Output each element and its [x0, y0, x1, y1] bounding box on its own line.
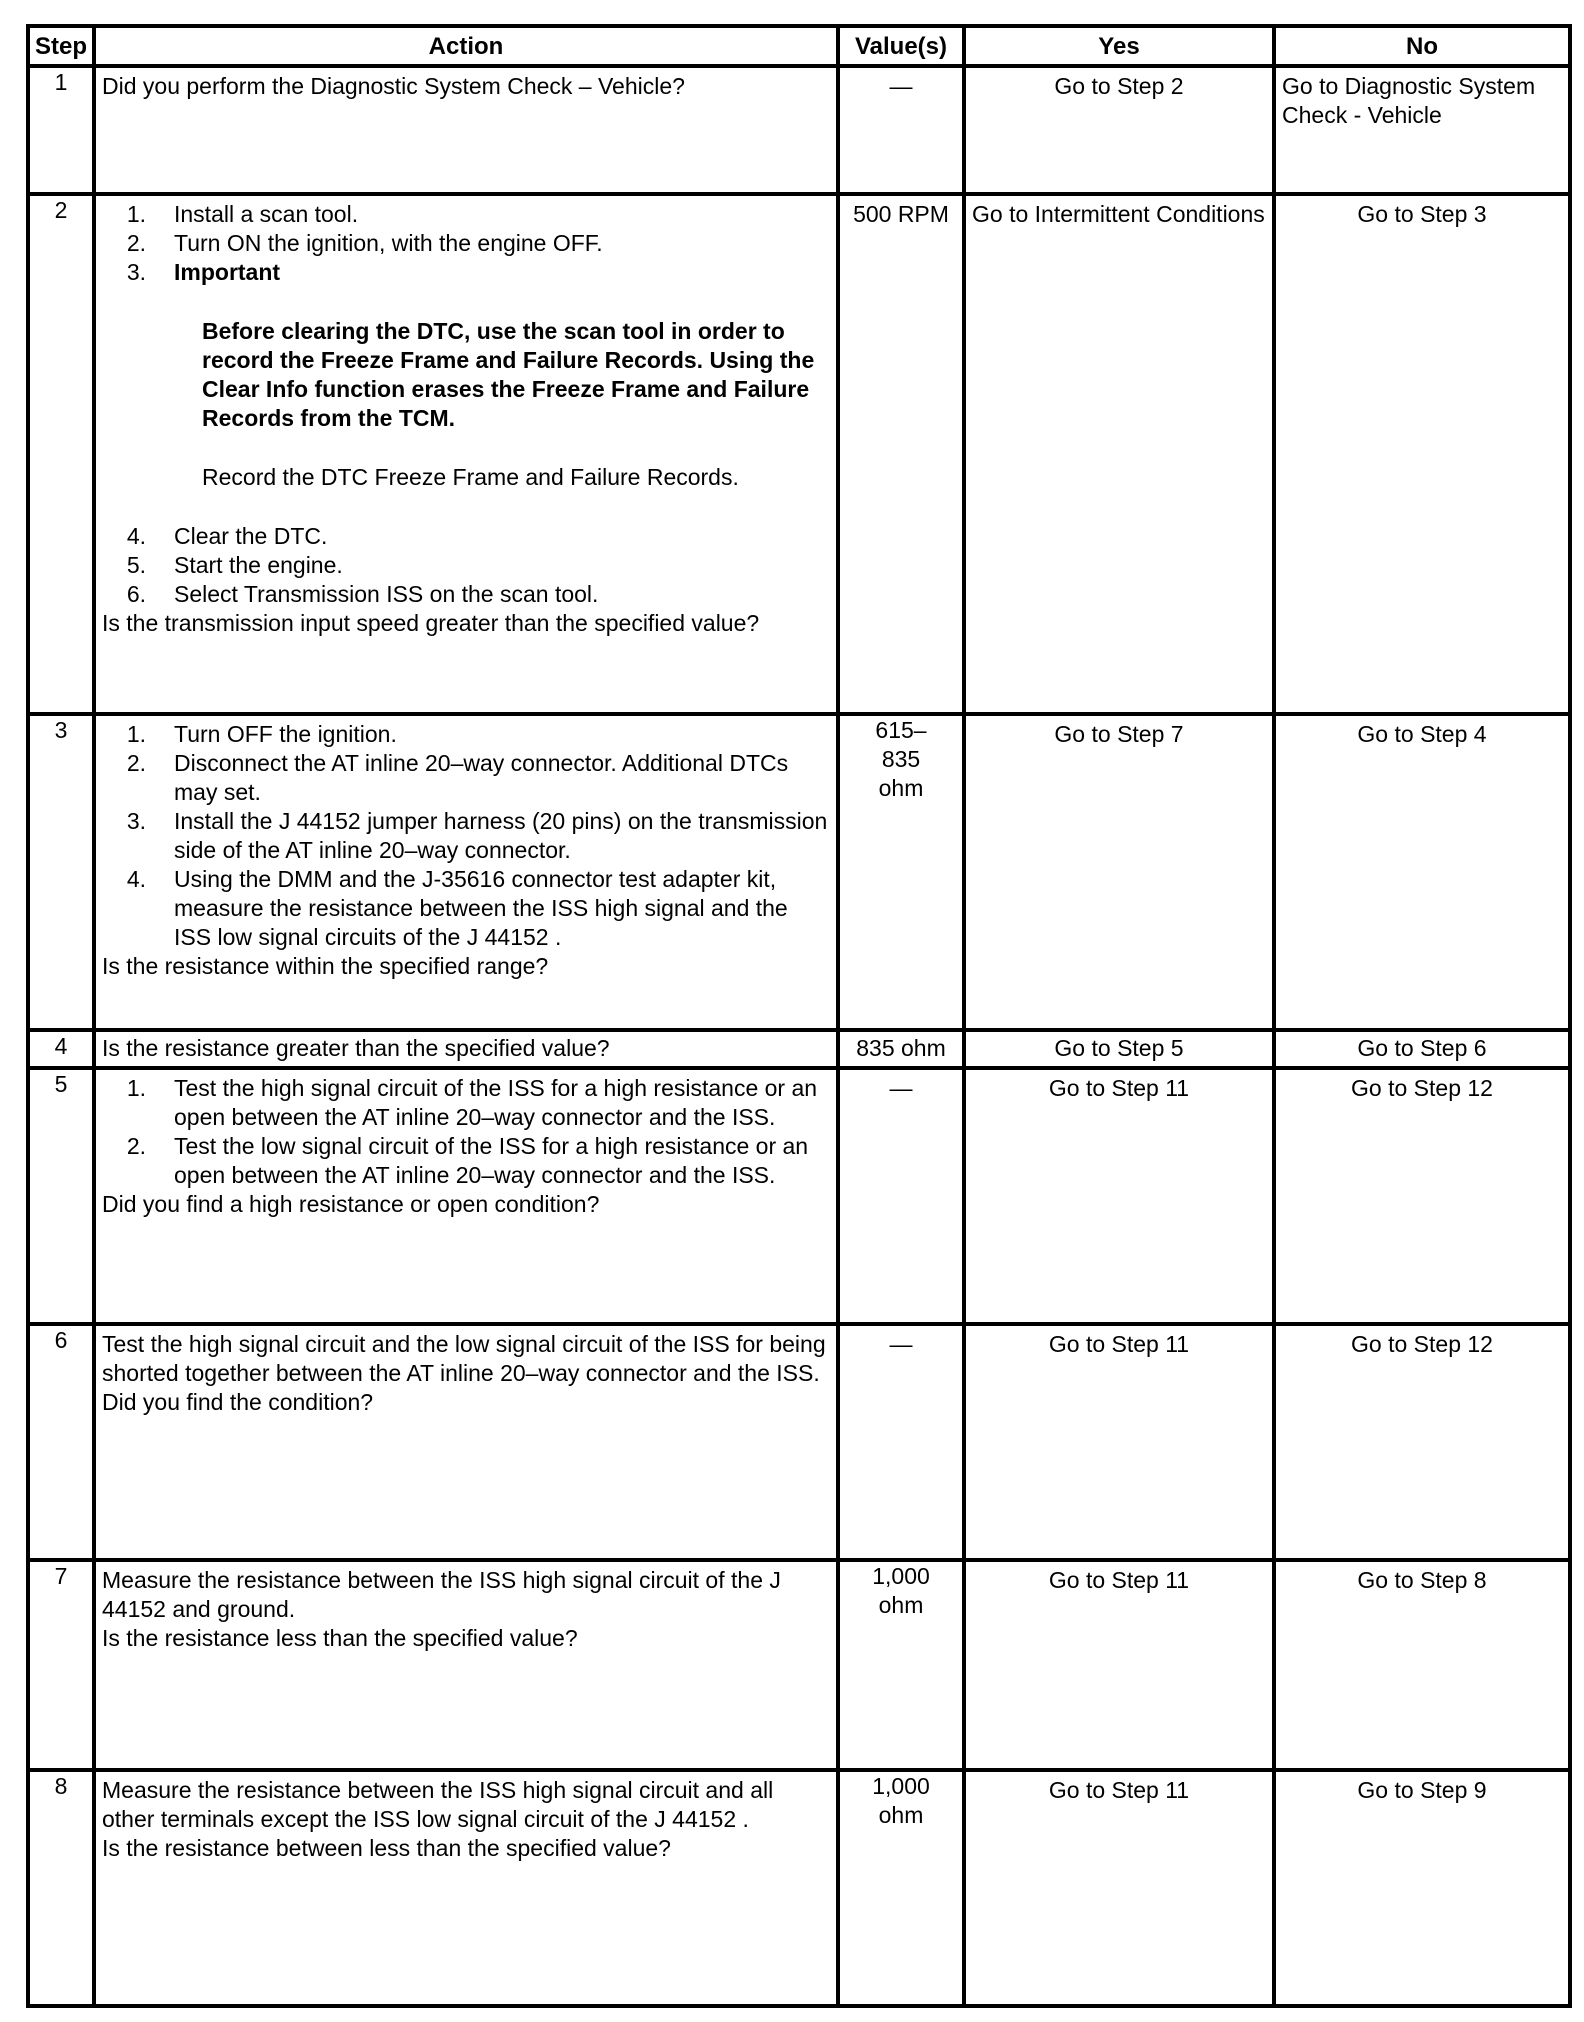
yes-result: Go to Step 11 [1048, 1777, 1190, 1803]
value-cell: 1,000 ohm [872, 1773, 930, 1828]
no-result: Go to Step 6 [1357, 1035, 1487, 1061]
action-text: Measure the resistance between the ISS high signal circuit of the J 44152 and ground. [102, 1567, 781, 1622]
step-number: 6 [54, 1327, 68, 1353]
step-number: 7 [54, 1563, 68, 1589]
value-cell: — [889, 1075, 913, 1101]
value-cell: 615–835 ohm [875, 717, 927, 801]
no-result: Go to Step 12 [1351, 1075, 1493, 1101]
action-question: Did you perform the Diagnostic System Check – Vehicle? [102, 73, 685, 99]
important-note: Before clearing the DTC, use the scan tool in order to record the Freeze Frame and Failure Records. Using the Clear Info function erases the Freeze Frame and Failure Records from the TCM. [202, 318, 815, 431]
yes-result: Go to Step 11 [1048, 1567, 1190, 1593]
header-yes: Yes [964, 26, 1274, 66]
step-number: 1 [54, 69, 68, 95]
action-instructions [102, 200, 830, 609]
value-cell: 1,000 ohm [872, 1563, 930, 1618]
list-item: 3. Install the J 44152 jumper harness (20 pins) on the transmission side of the AT inline 20–way connector. [126, 808, 828, 863]
no-result: Go to Diagnostic System Check - Vehicle [1282, 73, 1536, 128]
list-item: 4. Clear the DTC. [126, 523, 328, 549]
list-item: 2. Disconnect the AT inline 20–way connector. Additional DTCs may set. [126, 750, 789, 805]
no-result: Go to Step 3 [1357, 201, 1487, 227]
step-number: 8 [54, 1773, 68, 1799]
table-row [28, 1030, 1570, 1068]
yes-result: Go to Step 11 [1048, 1075, 1190, 1101]
table-row [28, 714, 1570, 1030]
instruction-list [102, 1074, 830, 1190]
value-cell: 835 ohm [856, 1035, 946, 1061]
action-text: Measure the resistance between the ISS high signal circuit and all other terminals except the ISS low signal circuit of the J 44152 . [102, 1777, 774, 1832]
yes-result: Go to Step 5 [1054, 1035, 1184, 1061]
record-note: Record the DTC Freeze Frame and Failure Records. [202, 464, 739, 490]
instruction-list [102, 522, 830, 609]
list-item: 6. Select Transmission ISS on the scan tool. [126, 581, 599, 607]
step-number: 3 [54, 717, 68, 743]
table-row [28, 1560, 1570, 1770]
yes-result: Go to Step 11 [1048, 1331, 1190, 1357]
action-question: Is the resistance greater than the specified value? [102, 1035, 610, 1061]
yes-result: Go to Step 7 [1054, 721, 1184, 747]
diagnostic-table-wrapper [26, 24, 1572, 2008]
instruction-list [102, 720, 830, 952]
action-text: Test the high signal circuit and the low signal circuit of the ISS for being shorted together between the AT inline 20–way connector and the ISS. [102, 1331, 826, 1386]
yes-result: Go to Step 2 [1054, 73, 1184, 99]
value-cell: — [889, 73, 913, 99]
step-number: 4 [54, 1033, 68, 1059]
step-number: 2 [54, 197, 68, 223]
header-no: No [1274, 26, 1570, 66]
header-step: Step [28, 26, 94, 66]
instruction-list [102, 200, 830, 287]
header-action: Action [94, 26, 838, 66]
list-item: 2. Test the low signal circuit of the ISS for a high resistance or an open between the AT inline 20–way connector and the ISS. [126, 1133, 809, 1188]
no-result: Go to Step 4 [1357, 721, 1487, 747]
action-question: Is the resistance less than the specified value? [102, 1625, 578, 1651]
value-cell: 500 RPM [853, 201, 949, 227]
list-item: 1. Test the high signal circuit of the ISS for a high resistance or an open between the AT inline 20–way connector and the ISS. [126, 1075, 818, 1130]
list-item: 2. Turn ON the ignition, with the engine OFF. [126, 230, 603, 256]
header-row [28, 26, 1570, 66]
diagnostic-table [26, 24, 1572, 2008]
list-item: 1. Install a scan tool. [126, 201, 359, 227]
no-result: Go to Step 12 [1351, 1331, 1493, 1357]
action-question: Did you find a high resistance or open condition? [102, 1191, 600, 1217]
step-number: 5 [54, 1071, 68, 1097]
table-row [28, 66, 1570, 194]
action-question: Is the transmission input speed greater than the specified value? [102, 610, 760, 636]
table-row [28, 1068, 1570, 1324]
list-item: 3. Important [126, 259, 281, 285]
table-row [28, 194, 1570, 714]
list-item: 1. Turn OFF the ignition. [126, 721, 397, 747]
action-question: Is the resistance within the specified range? [102, 953, 549, 979]
list-item: 5. Start the engine. [126, 552, 343, 578]
header-values: Value(s) [838, 26, 964, 66]
list-item: 4. Using the DMM and the J-35616 connector test adapter kit, measure the resistance between the ISS high signal and the ISS low signal circuits of the J 44152 . [126, 866, 788, 950]
action-question: Did you find the condition? [102, 1389, 374, 1415]
action-question: Is the resistance between less than the specified value? [102, 1835, 671, 1861]
no-result: Go to Step 9 [1357, 1777, 1487, 1803]
no-result: Go to Step 8 [1357, 1567, 1487, 1593]
table-row [28, 1324, 1570, 1560]
yes-result: Go to Intermittent Conditions [972, 201, 1265, 227]
value-cell: — [889, 1331, 913, 1357]
table-row [28, 1770, 1570, 2006]
